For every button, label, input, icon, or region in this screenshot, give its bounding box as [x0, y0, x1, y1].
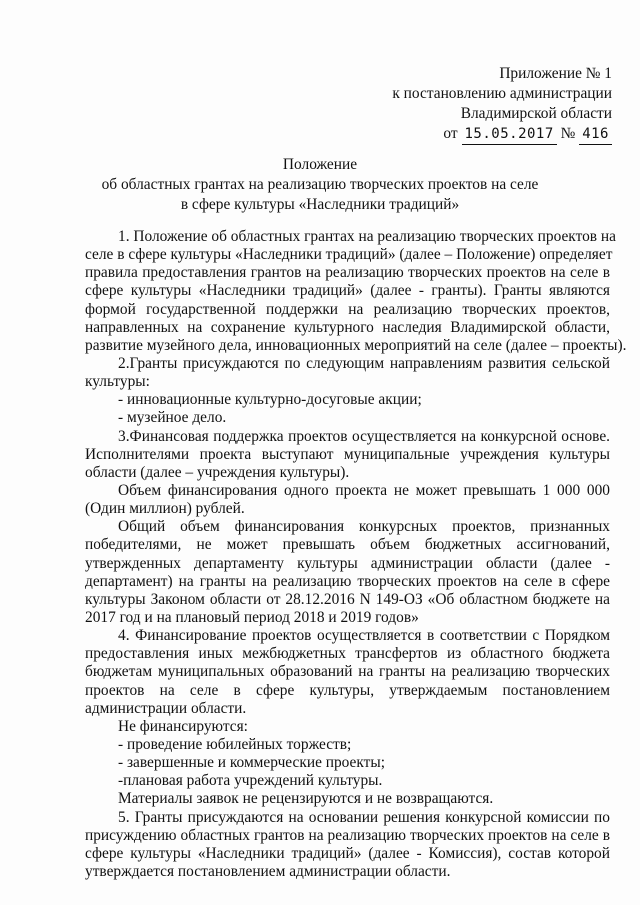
paragraph-line: культуры Законом области от 28.12.2016 N 149-ОЗ «Об областном бюджете на — [85, 590, 610, 608]
paragraph-line: сфере культуры «Наследники традиций» (далее - Комиссия), состав которой — [85, 844, 610, 862]
resolution-number: 416 — [579, 124, 612, 145]
paragraph-line: Не финансируются: — [118, 717, 248, 735]
paragraph-line: департамент) на гранты на реализацию творческих проектов на селе в сфере — [85, 572, 610, 590]
paragraph-line: 2017 год и на плановый период 2018 и 2019 годов» — [85, 609, 419, 626]
list-item: -плановая работа учреждений культуры. — [118, 772, 383, 790]
paragraph-line: администрации области. — [85, 699, 247, 717]
from-label: от — [443, 125, 458, 142]
paragraph-line: направленных на сохранение культурного наследия Владимирской области, — [85, 318, 610, 336]
resolution-date: 15.05.2017 — [462, 124, 557, 145]
paragraph-line: утвержденных департаменту культуры администрации области (далее - — [85, 554, 610, 572]
list-item: - музейное дело. — [118, 409, 227, 427]
paragraph-line: Материалы заявок не рецензируются и не возвращаются. — [118, 790, 494, 808]
paragraph-line: правила предоставления грантов на реализацию творческих проектов на селе в — [85, 264, 610, 282]
resolution-date-line — [443, 124, 612, 145]
paragraph-line: формой государственной поддержки на реализацию творческих проектов, — [85, 300, 610, 318]
paragraph-line: присуждению областных грантов на реализацию творческих проектов на селе в — [85, 826, 610, 844]
paragraph-line: Исполнителями проекта выступают муниципальные учреждения культуры — [85, 445, 610, 463]
paragraph-line: области (далее – учреждения культуры). — [85, 463, 350, 481]
paragraph-line: 1. Положение об областных грантах на реализацию творческих проектов на — [118, 228, 616, 245]
document-title: Положение — [282, 156, 358, 173]
document-subtitle-2: в сфере культуры «Наследники традиций» — [180, 196, 460, 213]
paragraph-line: 3.Финансовая поддержка проектов осуществляется на конкурсной основе. — [118, 427, 610, 445]
appendix-title: Приложение № 1 — [499, 65, 612, 82]
paragraph-line: Объем финансирования одного проекта не может превышать 1 000 000 — [118, 482, 610, 499]
paragraph-line: 2.Гранты присуждаются по следующим направлениям развития сельской — [118, 355, 610, 372]
paragraph-line: 5. Гранты присуждаются на основании решения конкурсной комиссии по — [118, 808, 610, 826]
paragraph-line: селе в сфере культуры «Наследники традиций» (далее – Положение) определяет — [85, 246, 613, 264]
paragraph-line: проектов на селе в сфере культуры, утверждаемым постановлением — [85, 681, 610, 699]
number-label: № — [560, 125, 576, 142]
paragraph-line: развитие музейного дела, инновационных мероприятий на селе (далее – проекты). — [85, 336, 627, 354]
paragraph-line: победителями, не может превышать объем бюджетных ассигнований, — [85, 536, 610, 554]
paragraph-line: 4. Финансирование проектов осуществляется в соответствии с Порядком — [118, 627, 610, 645]
paragraph-line: (Один миллион) рублей. — [85, 500, 245, 518]
paragraph-line: Общий объем финансирования конкурсных проектов, признанных — [118, 518, 610, 536]
list-item: - инновационные культурно-досуговые акции; — [118, 391, 422, 409]
paragraph-line: культуры: — [85, 373, 150, 391]
paragraph-line: бюджетам муниципальных образований на гранты на реализацию творческих — [85, 663, 610, 681]
paragraph-line: предоставления иных межбюджетных трансфертов из областного бюджета — [85, 645, 610, 663]
region-name: Владимирской области — [460, 105, 612, 122]
document-subtitle-1: об областных грантах на реализацию творческих проектов на селе — [101, 176, 539, 193]
paragraph-line: утверждается постановлением администрации области. — [85, 863, 451, 880]
list-item: - завершенные и коммерческие проекты; — [118, 754, 386, 772]
resolution-ref: к постановлению администрации — [392, 85, 612, 102]
list-item: - проведение юбилейных торжеств; — [118, 736, 352, 753]
paragraph-line: сфере культуры «Наследники традиций» (далее - гранты). Гранты являются — [85, 282, 610, 300]
